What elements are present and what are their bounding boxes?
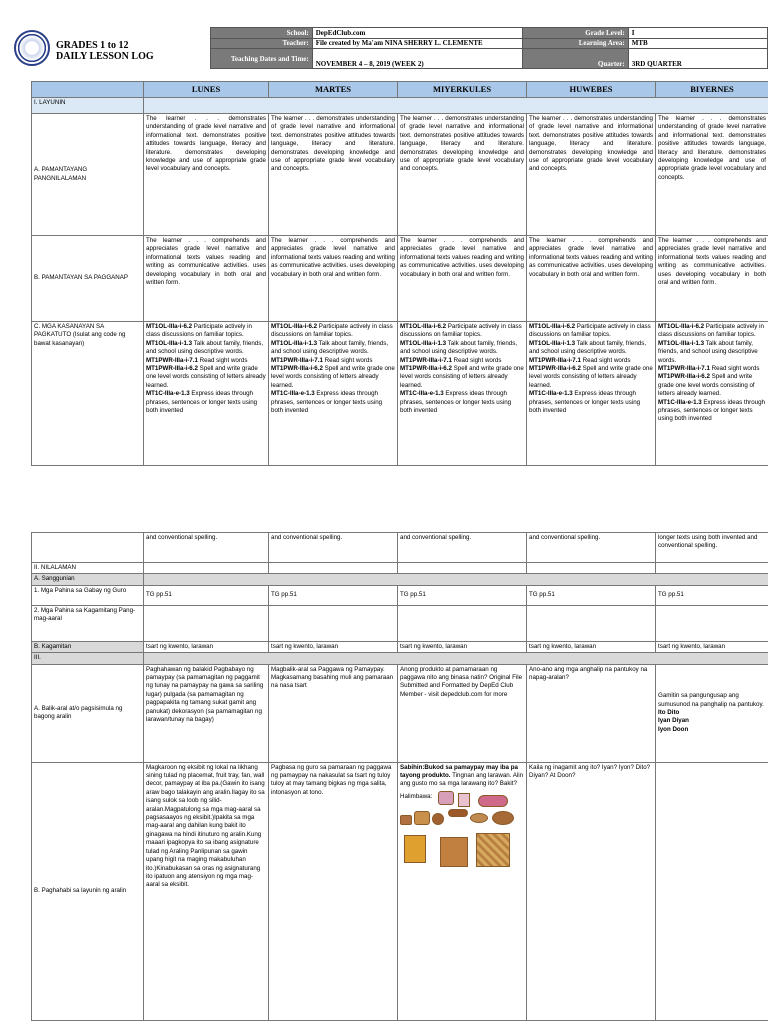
layunin-wed xyxy=(398,762,527,1020)
competency-code: MT1OL-IIIa-i-1.3 xyxy=(658,339,705,347)
competency-text: Talk about family, friends, and school using descriptive words. xyxy=(146,339,264,356)
competency-code: MT1PWR-IIIa-i-6.2 xyxy=(400,365,452,373)
woven-mat-icon xyxy=(476,833,510,867)
competency-code: MT1PWR-IIIa-i-7.1 xyxy=(658,365,710,373)
pamantayang-fri: The learner . . . demonstrates understanding of grade level narrative and informational text. demonstrates positive attitudes towards language, literacy and literature. demonstrates developing knowledge and use of appropriate grade level vocabulary and concepts. xyxy=(656,114,768,236)
competency-text: Express ideas through phrases, sentences or longer texts using both invented xyxy=(271,390,383,415)
lower-lesson-table xyxy=(31,532,768,1021)
halimbawa-label: Halimbawa: xyxy=(400,792,433,800)
competency-text: Participate actively in class discussions on familiar topics. xyxy=(271,323,393,339)
cont-tue: and conventional spelling. xyxy=(269,533,398,563)
competency-text: Read sight words xyxy=(322,356,373,364)
teacher-value: File created by Ma'am NINA SHERRY L. CLEMENTE xyxy=(312,38,523,49)
day-tue: MARTES xyxy=(269,82,398,98)
day-fri: BIYERNES xyxy=(656,82,768,98)
quarter-value: 3RD QUARTER xyxy=(628,49,767,69)
competency-code: MT1C-IIIa-e-1.3 xyxy=(271,390,315,398)
iii-label: III. xyxy=(32,653,144,664)
kasanayan-thu xyxy=(527,322,656,466)
pagganap-thu: The learner . . . comprehends and appreciates grade level narrative and informational texts values reading and writing as communicative activities. uses developing vocabulary in both oral and written form. xyxy=(527,236,656,322)
basket-icon xyxy=(448,809,468,817)
gabay-thu: TG pp.51 xyxy=(527,585,656,605)
product-images xyxy=(400,801,524,881)
kagamitan-mon: tsart ng kwento, larawan xyxy=(144,641,269,652)
title-line2: DAILY LESSON LOG xyxy=(56,51,154,62)
competency-text: Talk about family, friends, and school using descriptive words. xyxy=(658,339,758,364)
competency-text: Talk about family, friends, and school using descriptive words. xyxy=(529,339,647,356)
competency-code: MT1OL-IIIa-i-6.2 xyxy=(400,323,447,330)
kagamitan-label: B. Kagamitan xyxy=(32,641,144,652)
school-value: DepEdClub.com xyxy=(312,28,523,39)
kasanayan-mon xyxy=(144,322,269,466)
kasanayan-tue xyxy=(269,322,398,466)
header-info-table xyxy=(210,27,768,69)
school-label: School: xyxy=(211,28,313,39)
competency-code: MT1PWR-IIIa-i-6.2 xyxy=(529,365,581,373)
deped-seal-icon xyxy=(14,30,50,66)
layunin-tue: Pagbasa ng guro sa pamaraan ng paggawa ng pamaypay na nakasulat sa tsart ng tuloy tuloy at may tamang bigkas ng mga salita, intonasyon at tono. xyxy=(269,762,398,1020)
kagamitan-fri: tsart ng kwento, larawan xyxy=(656,641,768,652)
grade-value: I xyxy=(628,28,767,39)
competency-text: Participate actively in class discussions on familiar topics. xyxy=(529,323,651,339)
grade-label: Grade Level: xyxy=(523,28,628,39)
kagamitang-label: 2. Mga Pahina sa Kagamitang Pang-mag-aaral xyxy=(32,605,144,641)
competency-text: Express ideas through phrases, sentences or longer texts using both invented xyxy=(529,390,641,415)
competency-code: MT1C-IIIa-e-1.3 xyxy=(400,390,444,398)
gabay-label: 1. Mga Pahina sa Gabay ng Guro xyxy=(32,585,144,605)
balik-fri xyxy=(656,664,768,762)
balik-label: A. Balik-aral at/o pagsisimula ng bagong aralin xyxy=(32,664,144,762)
competency-code: MT1PWR-IIIa-i-6.2 xyxy=(146,365,198,373)
day-mon: LUNES xyxy=(144,82,269,98)
teacher-label: Teacher: xyxy=(211,38,313,49)
header xyxy=(10,27,768,71)
gabay-tue: TG pp.51 xyxy=(269,585,398,605)
competency-text: Read sight words xyxy=(709,365,760,373)
dates-value: NOVEMBER 4 – 8, 2019 (WEEK 2) xyxy=(312,49,523,69)
bowl-icon xyxy=(432,813,444,825)
area-value: MTB xyxy=(628,38,767,49)
layunin-row xyxy=(144,98,768,114)
competency-code: MT1OL-IIIa-i-6.2 xyxy=(529,323,576,330)
chair-icon xyxy=(404,835,426,863)
rocking-chair-icon xyxy=(440,837,468,867)
competency-text: Spell and write grade one level words consisting of letters already learned. xyxy=(658,373,755,398)
cont-fri: longer texts using both invented and conventional spelling. xyxy=(656,533,768,563)
balik-fri-item: Iyan Diyan xyxy=(658,717,689,725)
layunin-label: I. LAYUNIN xyxy=(32,98,144,114)
tray-icon xyxy=(470,813,488,823)
competency-code: MT1PWR-IIIa-i-7.1 xyxy=(271,356,323,364)
ring-icon xyxy=(492,811,514,825)
competency-text: Participate actively in class discussions on familiar topics. xyxy=(146,323,252,339)
pagganap-tue: The learner . . . comprehends and appreciates grade level narrative and informational texts values reading and writing as communicative activities. uses developing vocabulary in both oral and written form. xyxy=(269,236,398,322)
competency-text: Spell and write grade one level words consisting of letters already learned. xyxy=(529,365,653,389)
competency-text: Spell and write grade one level words consisting of letters already learned. xyxy=(146,365,266,389)
pamantayang-wed: The learner . . . demonstrates understanding of grade level narrative and informational text. demonstrates positive attitudes towards language, literacy and literature. demonstrates developing knowledge and use of appropriate grade level vocabulary and concepts. xyxy=(398,114,527,236)
competency-code: MT1OL-IIIa-i-1.3 xyxy=(400,339,447,347)
basket-icon xyxy=(414,811,430,825)
competency-code: MT1OL-IIIa-i-1.3 xyxy=(146,339,193,347)
competency-text: Participate actively in class discussions on familiar topics. xyxy=(658,323,764,339)
balik-tue: Magbalik-aral sa Paggawa ng Pamaypay. Magkasamang basahing muli ang pamaraan na nasa tsart xyxy=(269,664,398,762)
competency-code: MT1OL-IIIa-i-1.3 xyxy=(271,339,318,347)
bag-icon xyxy=(438,791,454,805)
basket-icon xyxy=(400,815,412,825)
box-icon xyxy=(458,793,470,807)
gabay-fri: TG pp.51 xyxy=(656,585,768,605)
gabay-mon: TG pp.51 xyxy=(144,585,269,605)
competency-code: MT1OL-IIIa-i-6.2 xyxy=(146,323,193,330)
layunin-fri xyxy=(656,762,768,1020)
title-line1: GRADES 1 to 12 xyxy=(56,40,129,51)
competency-text: Read sight words xyxy=(451,356,502,364)
balik-fri-text: Gamitin sa pangungusap ang sumusunod na panghalip na pantukoy. xyxy=(658,692,764,708)
corner-header xyxy=(32,82,144,98)
document-title xyxy=(56,40,154,62)
competency-text: Participate actively in class discussions on familiar topics. xyxy=(400,323,522,339)
kasanayan-fri xyxy=(656,322,768,466)
competency-text: Read sight words xyxy=(580,356,631,364)
layunin-wed-bold: Sabihin:Bukod sa pamaypay may iba pa tayong produkto. xyxy=(400,763,518,780)
upper-lesson-table xyxy=(31,81,768,466)
competency-code: MT1C-IIIa-e-1.3 xyxy=(529,390,573,398)
competency-code: MT1PWR-IIIa-i-6.2 xyxy=(658,373,710,381)
quarter-label: Quarter: xyxy=(523,49,628,69)
pagganap-fri: The learner . . . comprehends and appreciates grade level narrative and informational texts values reading and writing as communicative activities. uses developing vocabulary in both oral and written form. xyxy=(656,236,768,322)
cont-mon: and conventional spelling. xyxy=(144,533,269,563)
layunin-thu: Kaila ng inagamit ang ito? Iyan? Iyon? Dito? Diyan? At Doon? xyxy=(527,762,656,1020)
slippers-icon xyxy=(478,795,508,807)
competency-text: Spell and write grade one level words consisting of letters already learned. xyxy=(400,365,524,389)
cont-thu: and conventional spelling. xyxy=(527,533,656,563)
competency-code: MT1C-IIIa-e-1.3 xyxy=(658,398,702,406)
balik-fri-item: Ito Dito xyxy=(658,708,680,716)
dates-label: Teaching Dates and Time: xyxy=(211,49,313,69)
competency-code: MT1PWR-IIIa-i-7.1 xyxy=(400,356,452,364)
competency-text: Talk about family, friends, and school using descriptive words. xyxy=(271,339,389,356)
competency-code: MT1OL-IIIa-i-6.2 xyxy=(658,323,705,330)
balik-thu: Ano-ano ang mga anghalip na pantukoy na napag-aralan? xyxy=(527,664,656,762)
competency-code: MT1C-IIIa-e-1.3 xyxy=(146,390,190,398)
competency-text: Express ideas through phrases, sentences or longer texts using both invented xyxy=(146,390,258,415)
competency-text: Express ideas through phrases, sentences or longer texts using both invented xyxy=(400,390,512,415)
day-wed: MIYERKULES xyxy=(398,82,527,98)
pagganap-wed: The learner . . . comprehends and appreciates grade level narrative and informational texts values reading and writing as communicative activities. uses developing vocabulary in both oral and written form. xyxy=(398,236,527,322)
kagamitan-wed: tsart ng kwento, larawan xyxy=(398,641,527,652)
pamantayang-thu: The learner . . . demonstrates understanding of grade level narrative and informational text. demonstrates positive attitudes towards language, literacy and literature. demonstrates developing knowledge and use of appropriate grade level vocabulary and concepts. xyxy=(527,114,656,236)
kasanayan-label: C. MGA KASANAYAN SA PAGKATUTO (Isulat ang code ng bawat kasanayan) xyxy=(32,322,144,466)
cont-label xyxy=(32,533,144,563)
competency-code: MT1OL-IIIa-i-6.2 xyxy=(271,323,318,330)
gabay-wed: TG pp.51 xyxy=(398,585,527,605)
layunin2-label: B. Paghahabi sa layunin ng aralin xyxy=(32,762,144,1020)
competency-text: Talk about family, friends, and school using descriptive words. xyxy=(400,339,518,356)
cont-wed: and conventional spelling. xyxy=(398,533,527,563)
nilalaman-label: II. NILALAMAN xyxy=(32,563,144,574)
competency-text: Read sight words xyxy=(197,356,248,364)
pamantayang-tue: The learner . . . demonstrates understanding of grade level narrative and informational text. demonstrates positive attitudes towards language, literacy and literature. demonstrates developing knowledge and use of appropriate grade level vocabulary and concepts. xyxy=(269,114,398,236)
pagganap-label: B. PAMANTAYAN SA PAGGANAP xyxy=(32,236,144,322)
competency-code: MT1OL-IIIa-i-1.3 xyxy=(529,339,576,347)
pamantayang-mon: The learner . . . demonstrates understanding of grade level narrative and informational text. demonstrates positive attitudes towards language, literacy and literature. demonstrates developing knowledge and use of appropriate grade level vocabulary and concepts. xyxy=(144,114,269,236)
competency-text: Express ideas through phrases, sentences or longer texts using both invented xyxy=(658,398,765,423)
competency-code: MT1PWR-IIIa-i-7.1 xyxy=(146,356,198,364)
competency-text: Spell and write grade one level words consisting of letters already learned. xyxy=(271,365,395,389)
kasanayan-wed xyxy=(398,322,527,466)
sanggunian-label: A. Sanggunian xyxy=(32,574,144,585)
area-label: Learning Area: xyxy=(523,38,628,49)
balik-mon: Paghahawan ng balakid Pagbabayo ng pamaypay (sa pamamagitan ng paggamit ng tunay na pamaypay na gawa sa sariling lugar) pulgada (sa pamamagitan ng pagpapakita ng tamang sukat gamit ang panukat) dekorasyon (sa pamamagitan ng larawan/tunay na bagay) xyxy=(144,664,269,762)
pagganap-mon: The learner . . . comprehends and appreciates grade level narrative and informational texts values reading and writing as communicative activities. uses developing vocabulary in both oral and written form. xyxy=(144,236,269,322)
competency-code: MT1PWR-IIIa-i-7.1 xyxy=(529,356,581,364)
kagamitan-thu: tsart ng kwento, larawan xyxy=(527,641,656,652)
balik-wed: Anong produkto at pamamaraan ng paggawa nito ang binasa natin? Original File Submitted and Formatted by DepEd Club Member - visit depedclub.com for more xyxy=(398,664,527,762)
kagamitan-tue: tsart ng kwento, larawan xyxy=(269,641,398,652)
pamantayang-label: A. PAMANTAYANG PANGNILALAMAN xyxy=(32,114,144,236)
layunin-wed-text: Tingnan ang larawan. Alin ang gusto mo sa mga larawang ito? Bakit? xyxy=(400,772,524,788)
day-thu: HUWEBES xyxy=(527,82,656,98)
layunin-mon: Magkaroon ng eksibit ng lokal na likhang sining tulad ng placemat, fruit tray, fan, wall decor, pamaypay at iba pa.(Gawin ito isang araw bago talakayin ang aralin.Ilagay ito sa isang sulok sa loob ng silid-aralan.Magpatulong sa mga mag-aaral sa pagsasaayos ng eksibit.)Ipakita sa mga mag-aaral ang dahilan kung bakit ito ginagawa na hindi itinuturo ng aralin.Kung maaari ipagkopya ito sa ibang asignature tulad ng Araling Panlipunan sa gawin upang higit na maging makabuluhan ito.)Kinabukasan sa oras ng asignaturang ito ipatuon ang atensiyon ng mga mag-aaral sa eksibit. xyxy=(144,762,269,1020)
competency-code: MT1PWR-IIIa-i-6.2 xyxy=(271,365,323,373)
balik-fri-item: Iyon Doon xyxy=(658,725,689,733)
